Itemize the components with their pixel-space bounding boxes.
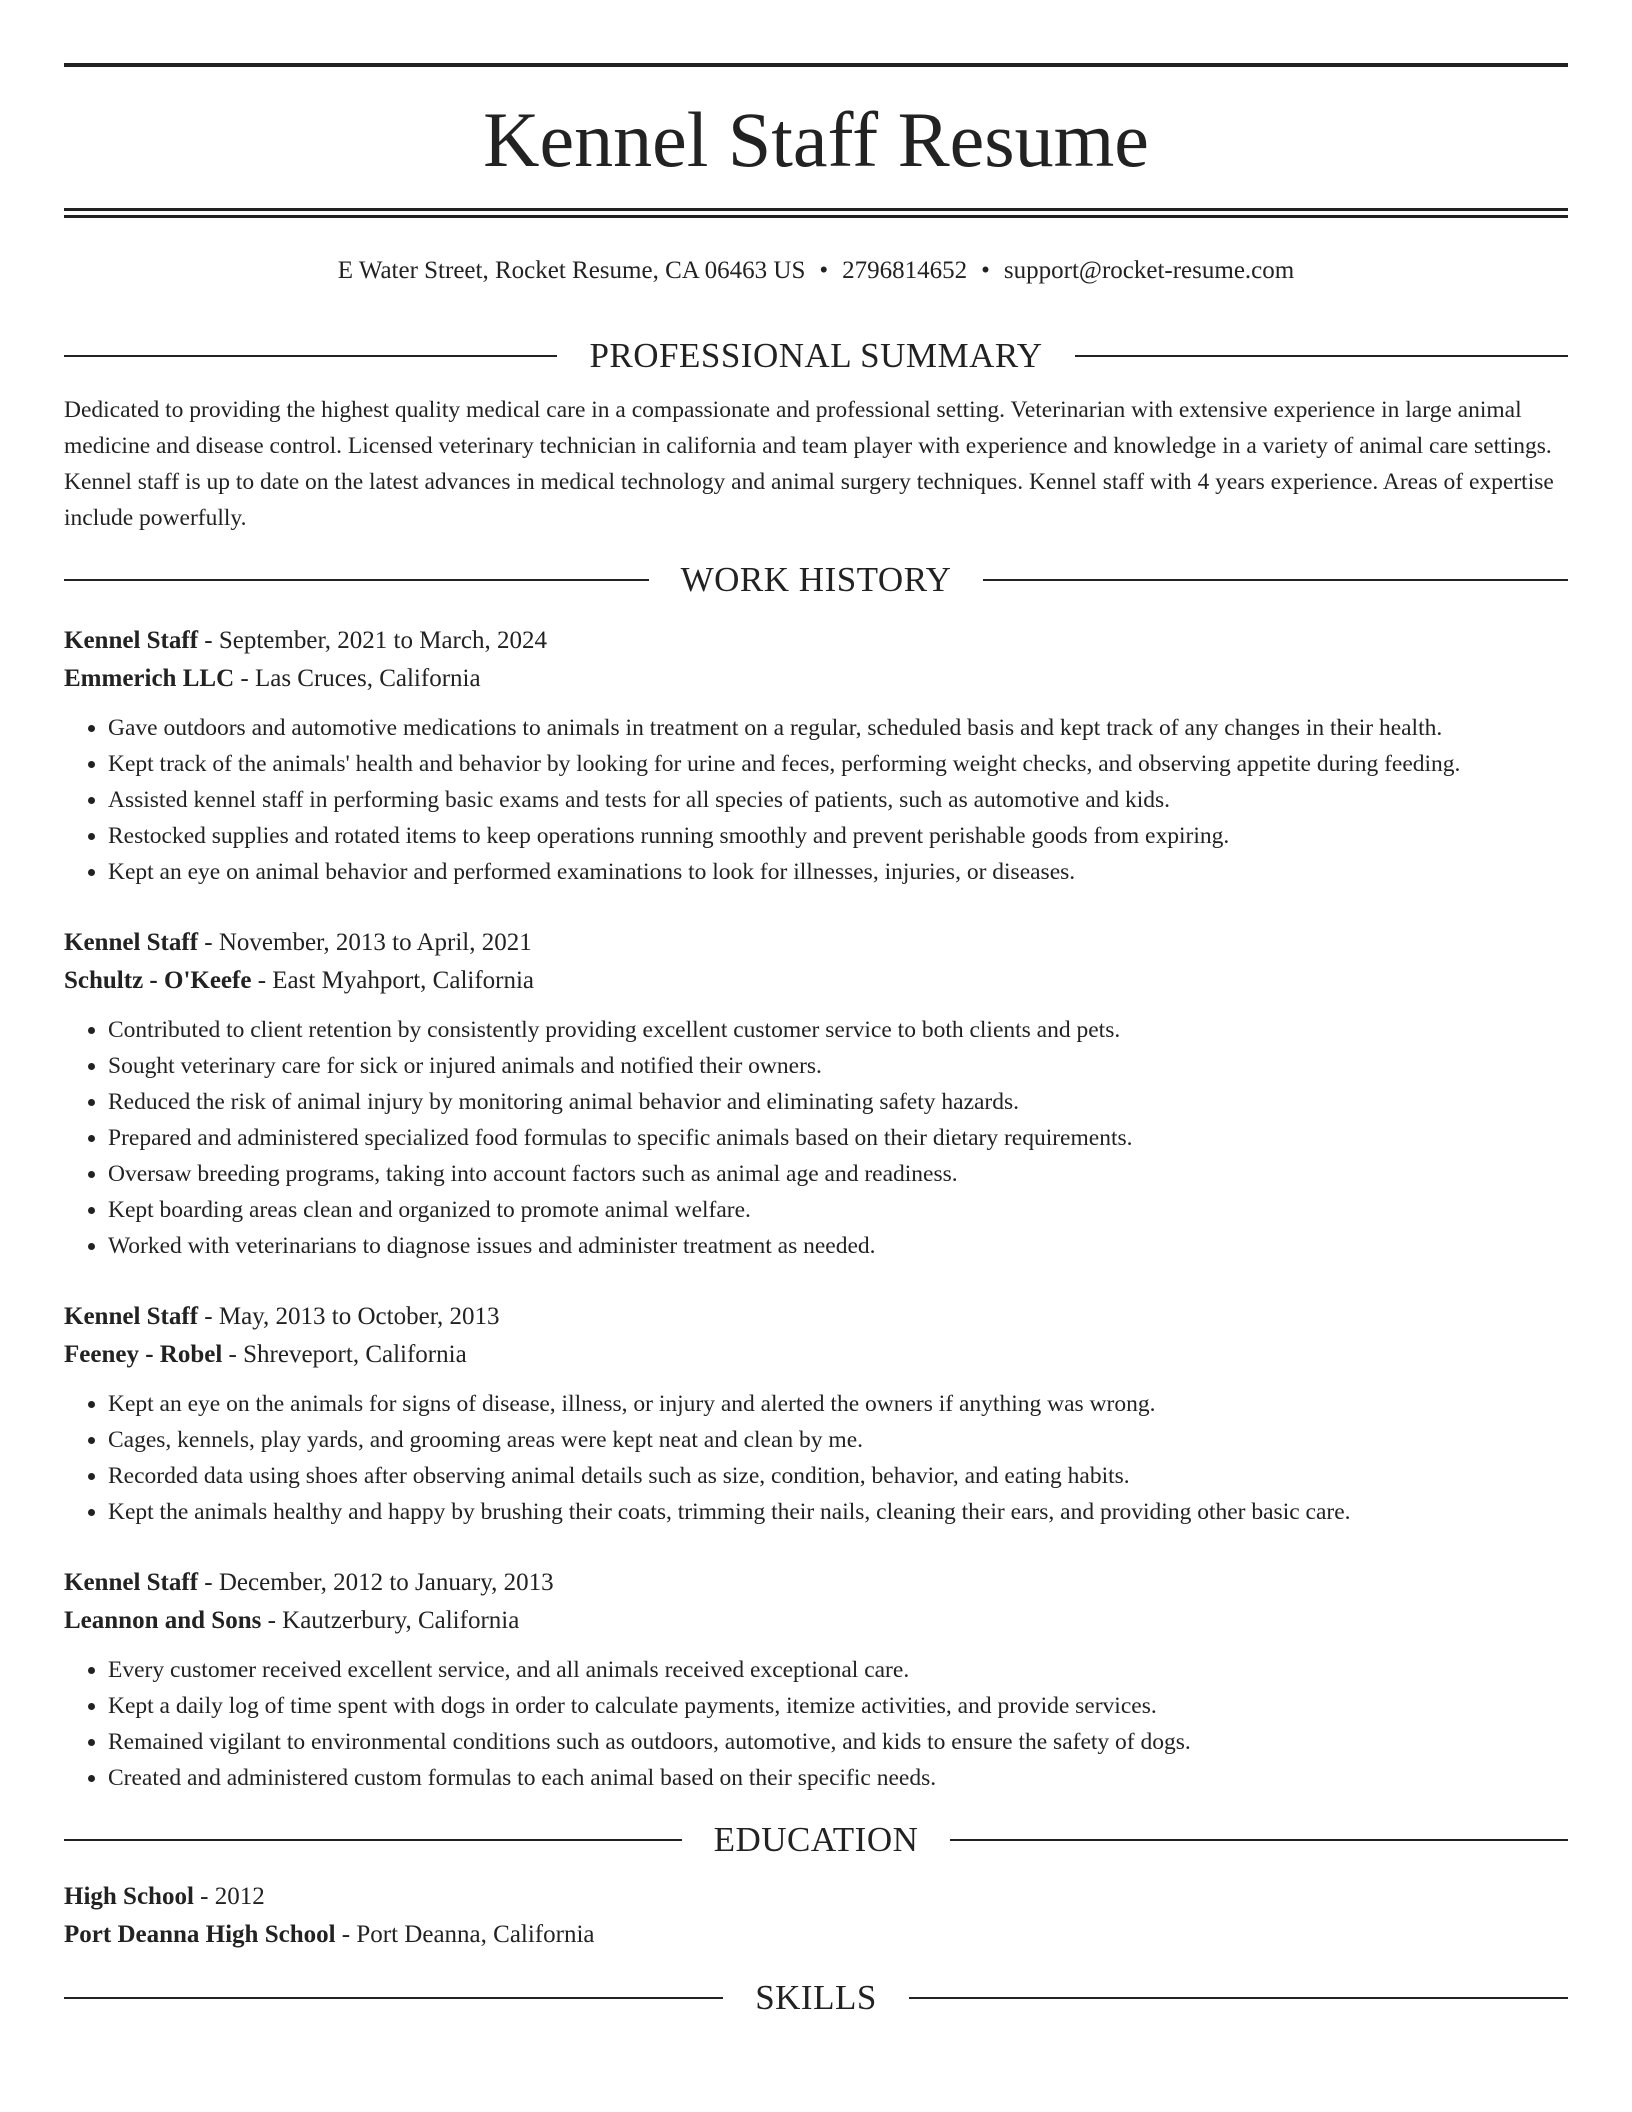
list-item: • Kept a daily log of time spent with dogs in order to calculate payments, itemize activities, and provide services. <box>108 1688 1568 1724</box>
heading-rule <box>950 1839 1568 1841</box>
list-item: • Created and administered custom formulas to each animal based on their specific needs. <box>108 1760 1568 1796</box>
heading-rule <box>983 579 1568 581</box>
education-school: Port Deanna High School <box>64 1921 336 1948</box>
job-title-line <box>64 622 1568 660</box>
job-dates: - December, 2012 to January, 2013 <box>198 1569 554 1596</box>
job-title: Kennel Staff <box>64 929 199 956</box>
list-item: • Prepared and administered specialized food formulas to specific animals based on their dietary requirements. <box>108 1120 1568 1156</box>
job-company-line <box>64 1602 1568 1640</box>
list-item: • Gave outdoors and automotive medications to animals in treatment on a regular, scheduled basis and kept track of any changes in their health. <box>108 710 1568 746</box>
job-company: Schultz - O'Keefe <box>64 967 252 994</box>
section-heading-summary <box>64 330 1568 382</box>
job-company-line <box>64 660 1568 698</box>
job-title: Kennel Staff <box>64 1569 199 1596</box>
section-title: PROFESSIONAL SUMMARY <box>589 336 1043 375</box>
list-item: • Contributed to client retention by consistently providing excellent customer service to both clients and pets. <box>108 1012 1568 1048</box>
job-entry <box>64 924 1568 1264</box>
list-item: • Remained vigilant to environmental conditions such as outdoors, automotive, and kids to ensure the safety of dogs. <box>108 1724 1568 1760</box>
section-title: SKILLS <box>755 1978 877 2017</box>
heading-rule <box>64 355 557 357</box>
education-school-line <box>64 1916 1568 1954</box>
job-company-line <box>64 962 1568 1000</box>
list-item: • Restocked supplies and rotated items to keep operations running smoothly and prevent perishable goods from expiring. <box>108 818 1568 854</box>
education-degree-line <box>64 1878 1568 1916</box>
contact-separator: • <box>819 257 829 284</box>
heading-rule <box>64 1997 723 1999</box>
list-item: • Every customer received excellent service, and all animals received exceptional care. <box>108 1652 1568 1688</box>
education-entry <box>64 1878 1568 1954</box>
job-title-line <box>64 1564 1568 1602</box>
resume-content <box>64 330 1568 2024</box>
contact-separator: • <box>981 257 990 284</box>
education-year: - 2012 <box>193 1883 265 1910</box>
list-item: • Recorded data using shoes after observing animal details such as size, condition, behavior, and eating habits. <box>108 1458 1568 1494</box>
summary-text: Dedicated to providing the highest quality medical care in a compassionate and professional setting. Veterinarian with extensive experience in large animal medicine and disease control. Licensed veterinary technician in california and team player with experience and knowledge in a variety of animal care settings. Kennel staff is up to date on the latest advances in medical technology and animal surgery techniques. Kennel staff with 4 years experience. Areas of expertise include powerfully. <box>64 397 1554 531</box>
contact-line <box>64 254 1568 288</box>
list-item: • Assisted kennel staff in performing basic exams and tests for all species of patients, such as automotive and kids. <box>108 782 1568 818</box>
top-rule <box>64 63 1568 67</box>
job-location: - East Myahport, California <box>251 967 535 994</box>
job-dates: - May, 2013 to October, 2013 <box>198 1303 500 1330</box>
contact-address: E Water Street, Rocket Resume, CA 06463 US <box>337 257 806 284</box>
list-item: • Cages, kennels, play yards, and grooming areas were kept neat and clean by me. <box>108 1422 1568 1458</box>
job-company: Leannon and Sons <box>64 1607 262 1634</box>
job-company-line <box>64 1336 1568 1374</box>
list-item: • Kept the animals healthy and happy by brushing their coats, trimming their nails, cleaning their ears, and providing other basic care. <box>108 1494 1568 1530</box>
section-heading-work <box>64 554 1568 606</box>
job-entry <box>64 1564 1568 1796</box>
job-entry <box>64 1298 1568 1530</box>
list-item: • Kept boarding areas clean and organized to promote animal welfare. <box>108 1192 1568 1228</box>
job-bullets <box>64 1386 1568 1530</box>
contact-phone: 2796814652 <box>842 257 968 284</box>
heading-rule <box>1075 355 1568 357</box>
heading-rule <box>64 1839 682 1841</box>
job-bullets <box>64 1012 1568 1264</box>
title-double-rule <box>64 208 1568 218</box>
heading-rule <box>909 1997 1568 1999</box>
section-heading-skills <box>64 1972 1568 2024</box>
job-dates: - September, 2021 to March, 2024 <box>198 627 547 654</box>
job-title: Kennel Staff <box>64 627 199 654</box>
list-item: • Reduced the risk of animal injury by monitoring animal behavior and eliminating safety hazards. <box>108 1084 1568 1120</box>
job-title-line <box>64 1298 1568 1336</box>
job-title-line <box>64 924 1568 962</box>
section-heading-education <box>64 1814 1568 1866</box>
section-title: EDUCATION <box>713 1820 919 1859</box>
list-item: • Kept track of the animals' health and behavior by looking for urine and feces, performing weight checks, and observing appetite during feeding. <box>108 746 1568 782</box>
job-company: Feeney - Robel <box>64 1341 223 1368</box>
resume-title: Kennel Staff Resume <box>483 96 1149 183</box>
job-entry <box>64 622 1568 890</box>
heading-rule <box>64 579 649 581</box>
contact-email: support@rocket-resume.com <box>1003 257 1295 284</box>
job-location: - Las Cruces, California <box>234 665 481 692</box>
job-company: Emmerich LLC <box>64 665 235 692</box>
section-title: WORK HISTORY <box>680 560 952 599</box>
job-title: Kennel Staff <box>64 1303 199 1330</box>
job-location: - Kautzerbury, California <box>261 1607 520 1634</box>
job-bullets <box>64 710 1568 890</box>
job-dates: - November, 2013 to April, 2021 <box>198 929 532 956</box>
list-item: • Kept an eye on animal behavior and performed examinations to look for illnesses, injuries, or diseases. <box>108 854 1568 890</box>
list-item: • Worked with veterinarians to diagnose issues and administer treatment as needed. <box>108 1228 1568 1264</box>
job-location: - Shreveport, California <box>222 1341 467 1368</box>
education-degree: High School <box>64 1883 194 1910</box>
education-location: - Port Deanna, California <box>335 1921 595 1948</box>
list-item: • Kept an eye on the animals for signs of disease, illness, or injury and alerted the owners if anything was wrong. <box>108 1386 1568 1422</box>
list-item: • Oversaw breeding programs, taking into account factors such as animal age and readiness. <box>108 1156 1568 1192</box>
job-bullets <box>64 1652 1568 1796</box>
list-item: • Sought veterinary care for sick or injured animals and notified their owners. <box>108 1048 1568 1084</box>
